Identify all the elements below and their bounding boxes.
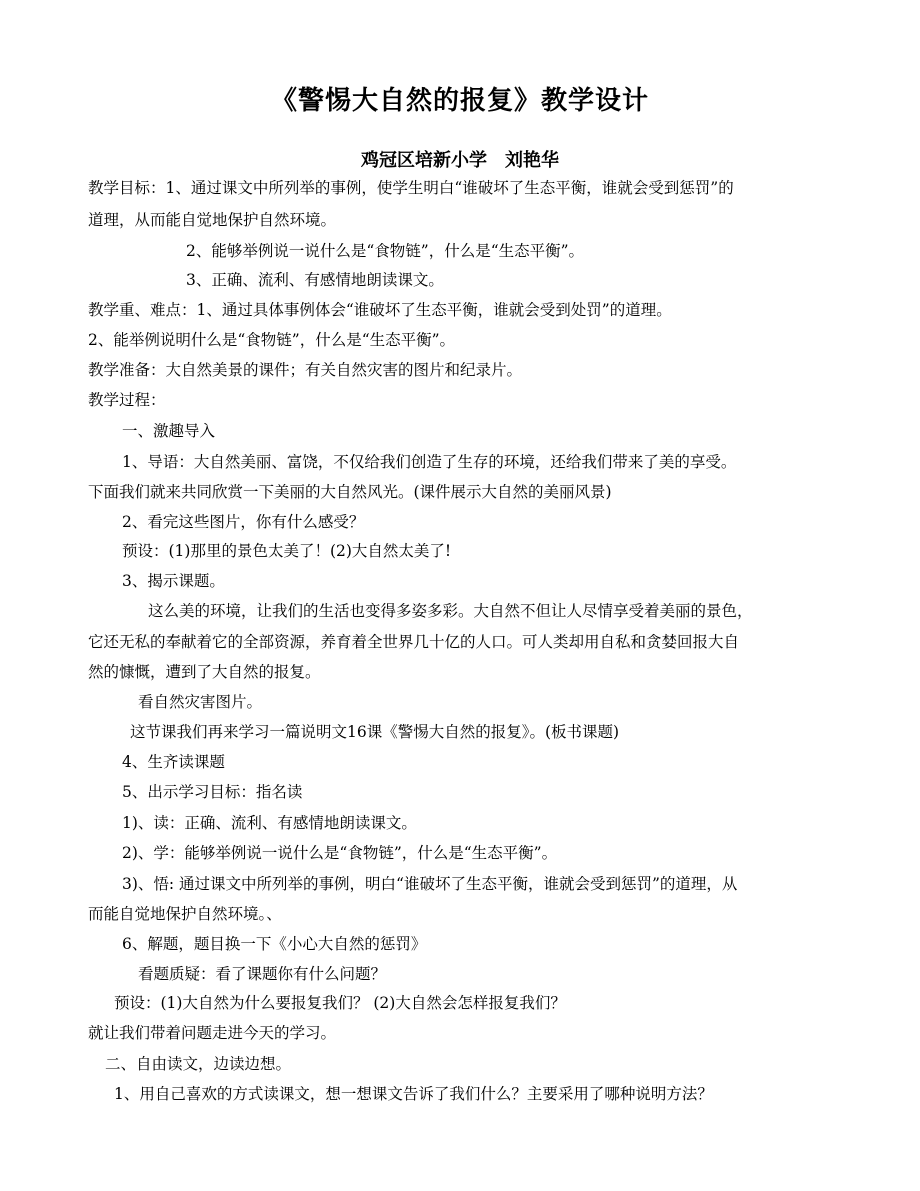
paragraph-line: 1、用自己喜欢的方式读课文，想一想课文告诉了我们什么？主要采用了哪种说明方法？ [114, 1085, 713, 1103]
paragraph-line: 2)、学：能够举例说一说什么是“食物链”，什么是“生态平衡”。 [122, 844, 558, 862]
paragraph-line: 2、能够举例说一说什么是“食物链”，什么是“生态平衡”。 [186, 242, 585, 260]
paragraph-line: 教学准备：大自然美景的课件；有关自然灾害的图片和纪录片。 [88, 361, 523, 379]
author-line: 鸡冠区培新小学 刘艳华 [361, 150, 559, 171]
paragraph-line: 教学重、难点：1、通过具体事例体会“谁破坏了生态平衡，谁就会受到处罚”的道理。 [88, 301, 672, 319]
paragraph-line: 预设：(1)那里的景色太美了！(2)大自然太美了! [122, 542, 452, 560]
paragraph-line: 它还无私的奉献着它的全部资源，养育着全世界几十亿的人口。可人类却用自私和贪婪回报大自 [88, 633, 740, 651]
paragraph-line: 4、生齐读课题 [122, 753, 225, 771]
paragraph-line: 教学过程： [88, 391, 166, 409]
document-title: 《警惕大自然的报复》教学设计 [270, 86, 649, 116]
paragraph-line: 2、能举例说明什么是“食物链”，什么是“生态平衡”。 [88, 331, 456, 349]
paragraph-line: 预设：(1)大自然为什么要报复我们？ (2)大自然会怎样报复我们？ [114, 994, 566, 1012]
paragraph-line: 道理，从而能自觉地保护自然环境。 [88, 211, 337, 229]
paragraph-line: 下面我们就来共同欣赏一下美丽的大自然风光。(课件展示大自然的美丽风景) [88, 483, 612, 501]
section-heading: 一、激趣导入 [122, 422, 216, 440]
paragraph-line: 3)、悟: 通过课文中所列举的事例，明白“谁破坏了生态平衡，谁就会受到惩罚”的道理，从 [122, 875, 738, 893]
paragraph-line: 3、正确、流利、有感情地朗读课文。 [186, 271, 444, 289]
paragraph-line: 这节课我们再来学习一篇说明文16课《警惕大自然的报复》。(板书课题) [130, 723, 620, 741]
paragraph-line: 就让我们带着问题走进今天的学习。 [88, 1024, 337, 1042]
paragraph-line: 看自然灾害图片。 [138, 693, 263, 711]
paragraph-line: 教学目标：1、通过课文中所列举的事例，使学生明白“谁破坏了生态平衡，谁就会受到惩罚”的 [88, 179, 734, 197]
paragraph-line: 看题质疑：看了课题你有什么问题？ [138, 965, 387, 983]
paragraph-line: 3、揭示课题。 [122, 572, 225, 590]
paragraph-line: 而能自觉地保护自然环境。、 [88, 905, 282, 923]
paragraph-line: 这么美的环境，让我们的生活也变得多姿多彩。大自然不但让人尽情享受着美丽的景色， [148, 602, 753, 620]
paragraph-line: 2、看完这些图片，你有什么感受？ [122, 513, 365, 531]
section-heading: 二、自由读文，边读边想。 [105, 1055, 292, 1073]
paragraph-line: 1、导语：大自然美丽、富饶，不仅给我们创造了生存的环境，还给我们带来了美的享受。 [122, 453, 737, 471]
paragraph-line: 5、出示学习目标：指名读 [122, 783, 303, 801]
paragraph-line: 6、解题，题目换一下《小心大自然的惩罚》 [122, 935, 427, 953]
paragraph-line: 1)、读：正确、流利、有感情地朗读课文。 [122, 814, 417, 832]
paragraph-line: 然的慷慨，遭到了大自然的报复。 [88, 663, 321, 681]
